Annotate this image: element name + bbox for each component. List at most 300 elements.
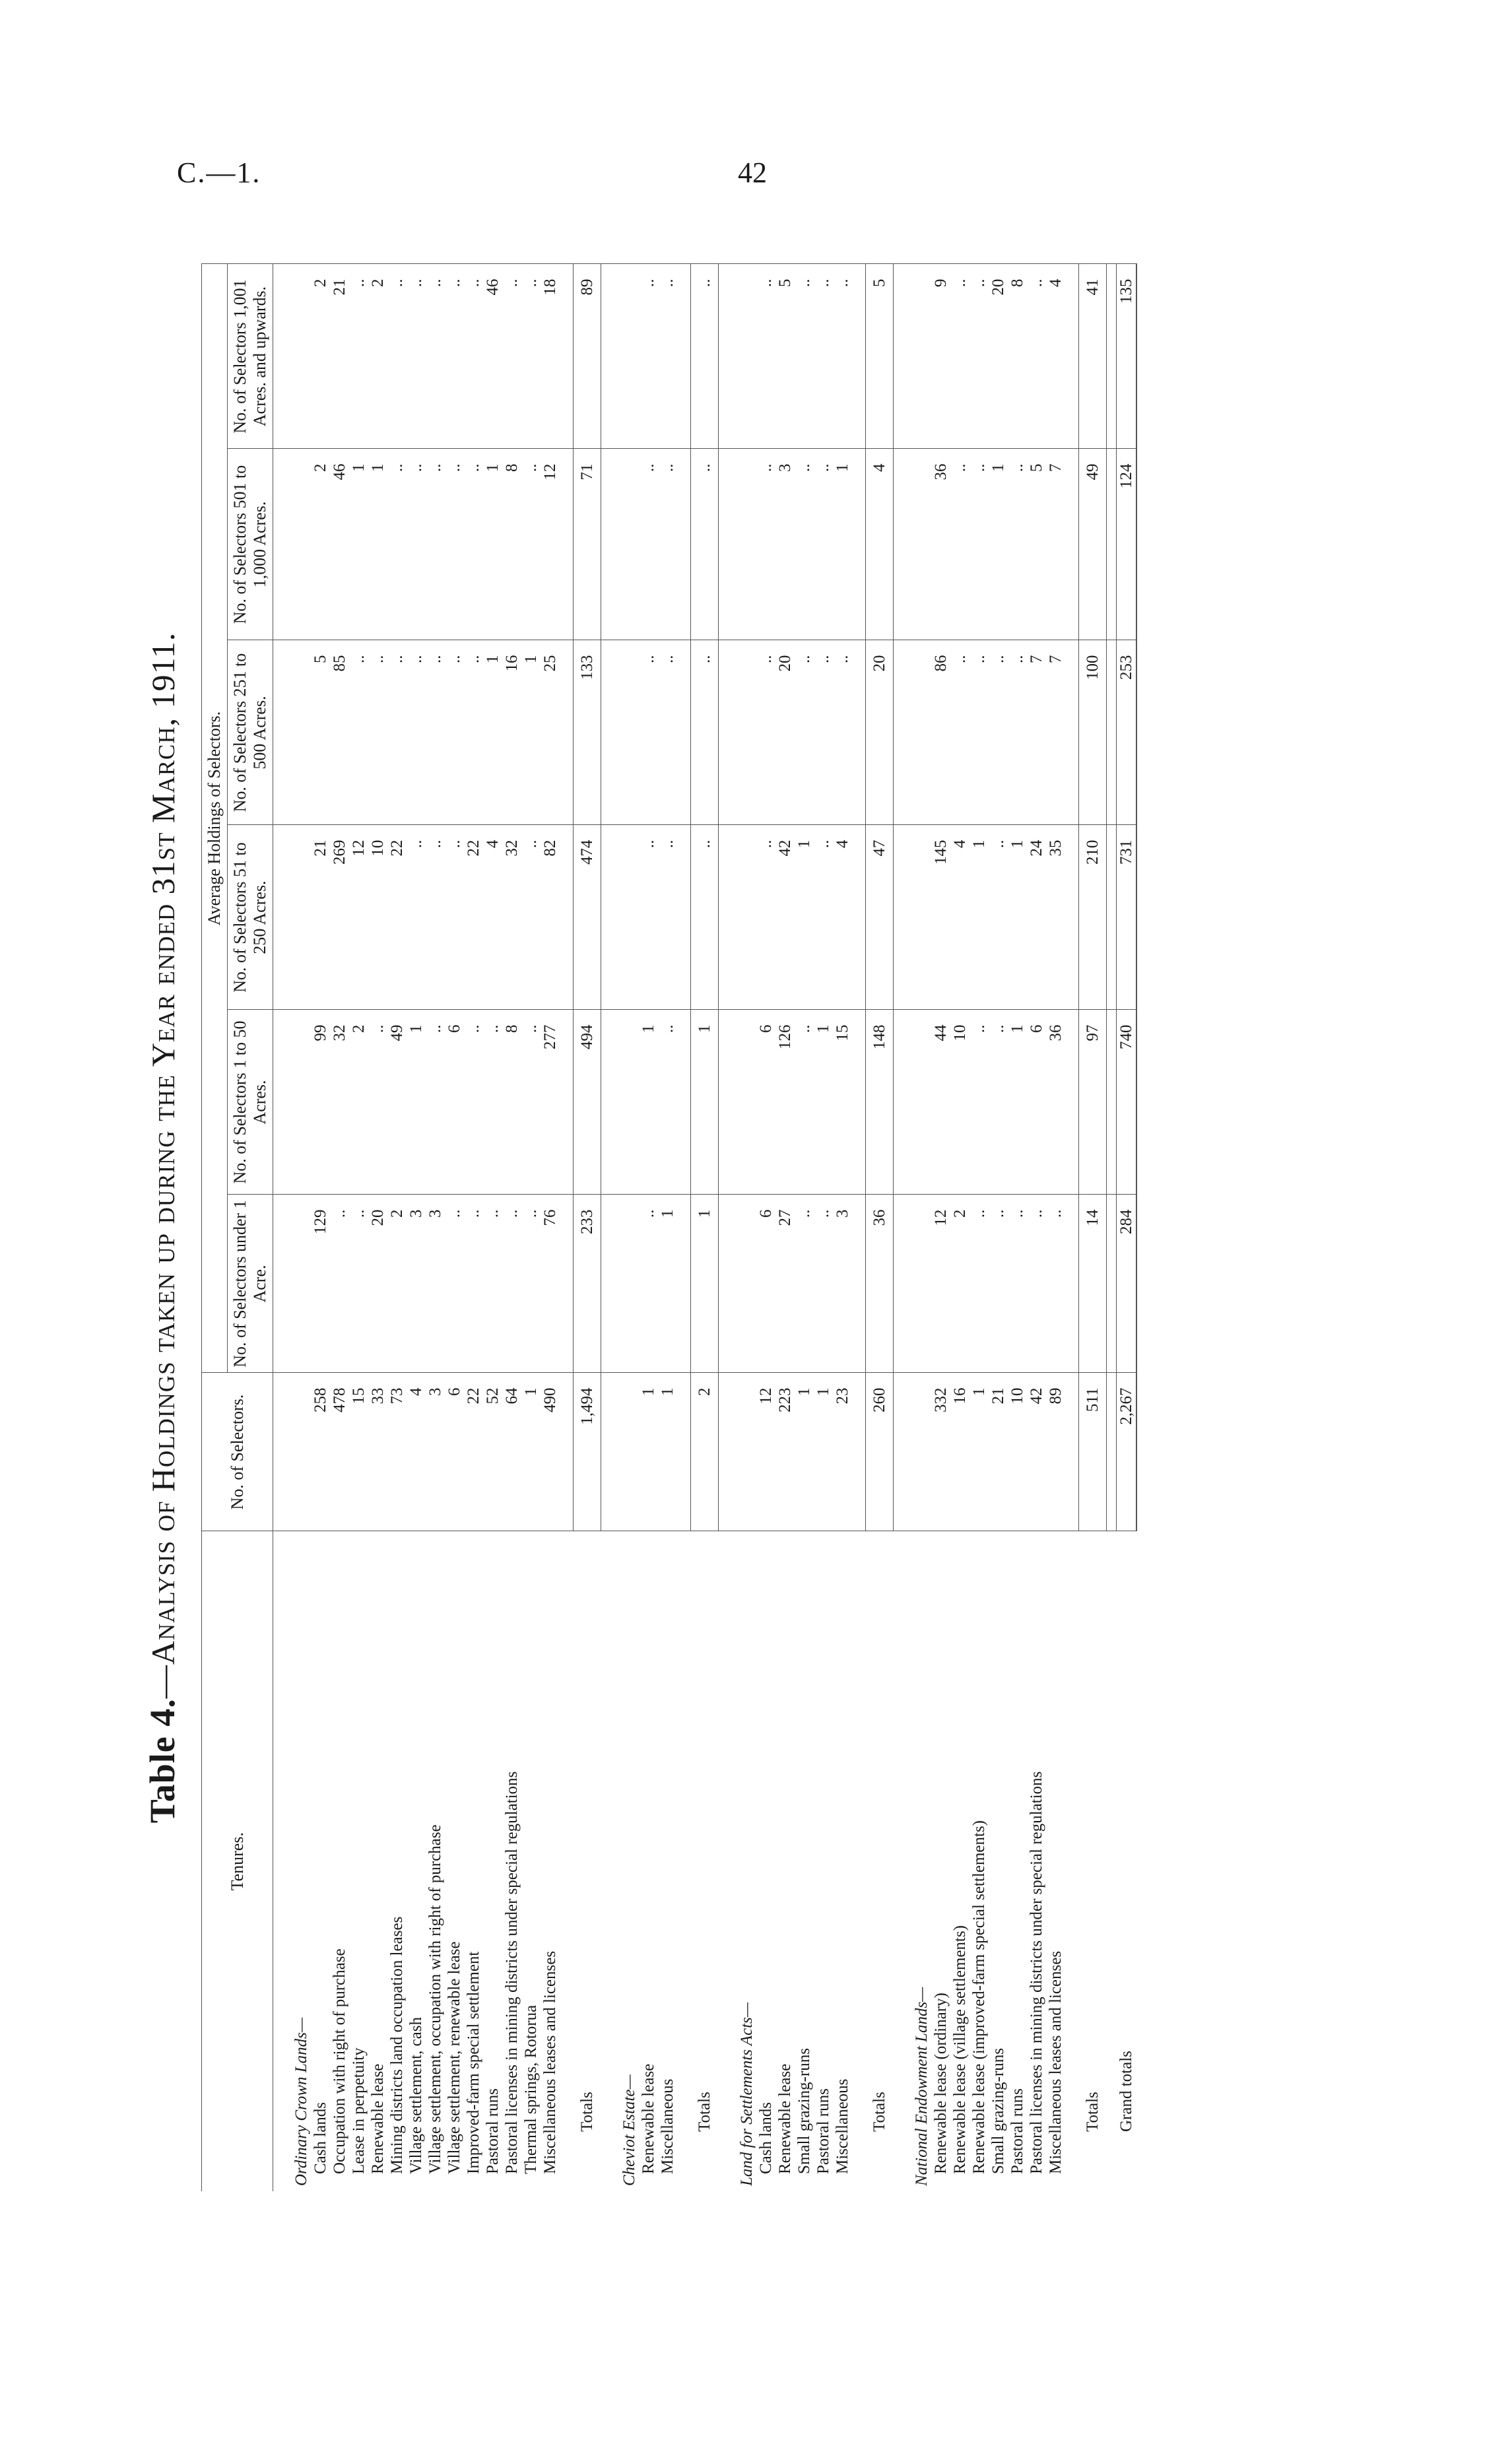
value-cell: .. (950, 640, 970, 825)
spacer-cell (719, 1373, 729, 1531)
value-cell (282, 825, 311, 1010)
value-cell: 6 (756, 1010, 775, 1195)
value-cell (728, 449, 756, 640)
table-row (502, 264, 521, 2191)
spacer-cell (894, 1531, 904, 2191)
value-cell: 2 (387, 1195, 407, 1373)
value-cell (903, 1373, 931, 1531)
tenure-cell: Miscellaneous leases and licenses (1046, 1531, 1065, 2191)
value-cell: .. (639, 264, 658, 449)
spacer-cell (1065, 825, 1079, 1010)
value-cell: 10 (368, 825, 387, 1010)
value-cell: .. (1046, 1195, 1065, 1373)
value-cell: 478 (330, 1373, 349, 1531)
value-cell: .. (970, 264, 989, 449)
spacer-cell (852, 640, 866, 825)
value-cell: .. (1008, 640, 1027, 825)
spacer-cell (852, 1531, 866, 2191)
spacer-cell (677, 1373, 691, 1531)
value-cell: .. (407, 640, 426, 825)
tenure-cell: Totals (574, 1531, 601, 2191)
value-cell: 15 (833, 1010, 852, 1195)
spacer-cell (719, 1195, 729, 1373)
tenure-cell: Renewable lease (775, 1531, 795, 2191)
grand-totals-row (1117, 264, 1137, 2191)
value-cell: .. (795, 1195, 814, 1373)
value-cell: 16 (950, 1373, 970, 1531)
value-cell: .. (795, 640, 814, 825)
spacer-cell (677, 449, 691, 640)
value-cell: .. (833, 264, 852, 449)
table-row (426, 264, 445, 2191)
value-cell (610, 825, 639, 1010)
value-cell: 20 (866, 640, 894, 825)
spacer-cell (1107, 1195, 1117, 1373)
value-cell: 16 (502, 640, 521, 825)
section-heading: Land for Settlements Acts— (728, 1531, 756, 2191)
spacer-cell (894, 264, 904, 449)
value-cell: 148 (866, 1010, 894, 1195)
value-cell: 4 (407, 1373, 426, 1531)
spacer-cell (1065, 1195, 1079, 1373)
value-cell: 1 (691, 1195, 719, 1373)
value-cell: 24 (1027, 825, 1046, 1010)
value-cell: 89 (1046, 1373, 1065, 1531)
value-cell: .. (989, 1195, 1008, 1373)
section-heading-row (728, 264, 756, 2191)
spacer-cell (894, 825, 904, 1010)
col-header-251-500: No. of Selectors 251 to 500 Acres. (228, 640, 273, 825)
value-cell (728, 825, 756, 1010)
value-cell: .. (387, 264, 407, 449)
value-cell: .. (658, 449, 677, 640)
value-cell: 2 (691, 1373, 719, 1531)
value-cell: 7 (1046, 640, 1065, 825)
value-cell: 52 (483, 1373, 502, 1531)
value-cell: 1 (833, 449, 852, 640)
table-row (1027, 264, 1046, 2191)
value-cell: .. (445, 449, 464, 640)
value-cell: .. (658, 825, 677, 1010)
value-cell (903, 264, 931, 449)
value-cell: .. (349, 1195, 368, 1373)
tenure-cell: Village settlement, cash (407, 1531, 426, 2191)
table-row (950, 264, 970, 2191)
value-cell: 20 (368, 1195, 387, 1373)
value-cell: .. (639, 1195, 658, 1373)
value-cell: .. (426, 449, 445, 640)
holdings-table (201, 263, 1137, 2191)
table-body (273, 264, 1137, 2191)
spacer-cell (560, 640, 574, 825)
value-cell: 100 (1079, 640, 1107, 825)
value-cell (282, 640, 311, 825)
spacer-row (719, 264, 729, 2191)
value-cell: 6 (445, 1373, 464, 1531)
value-cell: 22 (464, 1373, 483, 1531)
value-cell: .. (950, 264, 970, 449)
tenure-cell: Renewable lease (639, 1531, 658, 2191)
value-cell: 1 (521, 1373, 541, 1531)
value-cell: .. (464, 640, 483, 825)
value-cell: 1 (407, 1010, 426, 1195)
value-cell: 9 (931, 264, 950, 449)
value-cell: 1 (795, 825, 814, 1010)
value-cell: 3 (833, 1195, 852, 1373)
value-cell: 1 (639, 1373, 658, 1531)
value-cell: .. (795, 1010, 814, 1195)
value-cell: 1 (970, 1373, 989, 1531)
value-cell: .. (426, 825, 445, 1010)
value-cell: 47 (866, 825, 894, 1010)
value-cell: 3 (407, 1195, 426, 1373)
value-cell: .. (658, 264, 677, 449)
value-cell: .. (989, 825, 1008, 1010)
value-cell: .. (407, 825, 426, 1010)
value-cell (610, 1373, 639, 1531)
value-cell: .. (521, 449, 541, 640)
value-cell: 97 (1079, 1010, 1107, 1195)
table-row (407, 264, 426, 2191)
value-cell (610, 449, 639, 640)
value-cell: .. (814, 825, 833, 1010)
value-cell: 20 (989, 264, 1008, 449)
value-cell: 76 (541, 1195, 560, 1373)
tenure-cell: Miscellaneous (658, 1531, 677, 2191)
tenure-cell: Lease in perpetuity (349, 1531, 368, 2191)
value-cell: 1 (639, 1010, 658, 1195)
value-cell: .. (970, 449, 989, 640)
value-cell: .. (950, 449, 970, 640)
value-cell (610, 1010, 639, 1195)
value-cell: 64 (502, 1373, 521, 1531)
value-cell: .. (368, 1010, 387, 1195)
value-cell: .. (756, 640, 775, 825)
value-cell: 1 (970, 825, 989, 1010)
value-cell: .. (521, 264, 541, 449)
value-cell: 73 (387, 1373, 407, 1531)
value-cell: 7 (1046, 449, 1065, 640)
section-heading: National Endowment Lands— (903, 1531, 931, 2191)
value-cell: .. (814, 449, 833, 640)
value-cell: 46 (483, 264, 502, 449)
table-row (814, 264, 833, 2191)
value-cell: 5 (775, 264, 795, 449)
tenure-cell: Mining districts land occupation leases (387, 1531, 407, 2191)
value-cell (903, 825, 931, 1010)
value-cell: .. (814, 264, 833, 449)
value-cell: .. (349, 640, 368, 825)
value-cell: 2 (349, 1010, 368, 1195)
value-cell: 27 (775, 1195, 795, 1373)
value-cell: 10 (950, 1010, 970, 1195)
table-row (931, 264, 950, 2191)
value-cell: 277 (541, 1010, 560, 1195)
value-cell: 5 (866, 264, 894, 449)
table-row (756, 264, 775, 2191)
spacer-cell (894, 1373, 904, 1531)
tenure-cell: Village settlement, occupation with right of purchase (426, 1531, 445, 2191)
value-cell: .. (521, 1195, 541, 1373)
totals-row (866, 264, 894, 2191)
spacer-cell (852, 1195, 866, 1373)
table-row (521, 264, 541, 2191)
value-cell: 210 (1079, 825, 1107, 1010)
tenure-cell: Pastoral licenses in mining districts under special regulations (1027, 1531, 1046, 2191)
tenure-cell: Cash lands (311, 1531, 330, 2191)
spacer-cell (273, 640, 283, 825)
spacer-cell (1107, 264, 1117, 449)
spacer-cell (677, 1531, 691, 2191)
value-cell (282, 264, 311, 449)
value-cell: 1 (483, 640, 502, 825)
value-cell: 7 (1027, 640, 1046, 825)
value-cell: 2 (368, 264, 387, 449)
value-cell: 3 (426, 1373, 445, 1531)
value-cell: .. (387, 449, 407, 640)
value-cell: 1 (521, 640, 541, 825)
table-row (1046, 264, 1065, 2191)
tenure-cell: Totals (691, 1531, 719, 2191)
tenure-cell: Occupation with right of purchase (330, 1531, 349, 2191)
value-cell (728, 1195, 756, 1373)
totals-row (691, 264, 719, 2191)
value-cell: .. (1027, 1195, 1046, 1373)
spacer-cell (719, 1010, 729, 1195)
value-cell: 2 (311, 264, 330, 449)
value-cell: 42 (1027, 1373, 1046, 1531)
value-cell: 494 (574, 1010, 601, 1195)
tenure-cell: Improved-farm special settlement (464, 1531, 483, 2191)
value-cell: .. (426, 1010, 445, 1195)
spacer-cell (1107, 1531, 1117, 2191)
table-row (1008, 264, 1027, 2191)
value-cell: 21 (311, 825, 330, 1010)
value-cell: 5 (1027, 449, 1046, 640)
value-cell: 36 (931, 449, 950, 640)
spacer-cell (1107, 1373, 1117, 1531)
spacer-cell (852, 1010, 866, 1195)
spacer-cell (677, 640, 691, 825)
spacer-cell (852, 825, 866, 1010)
value-cell: 82 (541, 825, 560, 1010)
value-cell: .. (989, 640, 1008, 825)
value-cell: .. (464, 1195, 483, 1373)
value-cell: 15 (349, 1373, 368, 1531)
value-cell: 85 (330, 640, 349, 825)
spacer-cell (1065, 1373, 1079, 1531)
value-cell: .. (445, 640, 464, 825)
value-cell: 284 (1117, 1195, 1137, 1373)
value-cell: .. (1027, 264, 1046, 449)
spacer-cell (1107, 449, 1117, 640)
spacer-cell (560, 264, 574, 449)
spacer-cell (560, 1195, 574, 1373)
value-cell: .. (658, 640, 677, 825)
spacer-row (560, 264, 574, 2191)
col-header-51-250: No. of Selectors 51 to 250 Acres. (228, 825, 273, 1010)
value-cell: .. (407, 264, 426, 449)
value-cell: 129 (311, 1195, 330, 1373)
value-cell: 511 (1079, 1373, 1107, 1531)
table-row (311, 264, 330, 2191)
value-cell: 731 (1117, 825, 1137, 1010)
value-cell: .. (407, 449, 426, 640)
value-cell (728, 264, 756, 449)
value-cell: .. (330, 1195, 349, 1373)
table-row (970, 264, 989, 2191)
spacer-cell (273, 1531, 283, 2191)
value-cell: 86 (931, 640, 950, 825)
value-cell: 21 (330, 264, 349, 449)
table-row (989, 264, 1008, 2191)
value-cell: 14 (1079, 1195, 1107, 1373)
section-heading-row (282, 264, 311, 2191)
tenure-cell: Thermal springs, Rotorua (521, 1531, 541, 2191)
value-cell: .. (349, 264, 368, 449)
value-cell (282, 1373, 311, 1531)
spacer-row (1107, 264, 1117, 2191)
section-heading: Ordinary Crown Lands— (282, 1531, 311, 2191)
value-cell: 8 (502, 449, 521, 640)
spacer-cell (1065, 1010, 1079, 1195)
value-cell: 1 (658, 1195, 677, 1373)
value-cell: 12 (756, 1373, 775, 1531)
value-cell: 36 (866, 1195, 894, 1373)
spacer-cell (560, 825, 574, 1010)
value-cell: .. (691, 825, 719, 1010)
rotated-table-block (142, 264, 1277, 2191)
value-cell: 12 (931, 1195, 950, 1373)
tenure-cell: Grand totals (1117, 1531, 1137, 2191)
value-cell: 44 (931, 1010, 950, 1195)
spacer-cell (601, 825, 611, 1010)
value-cell: .. (502, 1195, 521, 1373)
value-cell: .. (483, 1195, 502, 1373)
value-cell: .. (368, 640, 387, 825)
value-cell: .. (756, 264, 775, 449)
value-cell: .. (970, 640, 989, 825)
value-cell: 36 (1046, 1010, 1065, 1195)
spacer-row (601, 264, 611, 2191)
value-cell: 332 (931, 1373, 950, 1531)
value-cell: .. (521, 825, 541, 1010)
spacer-cell (719, 825, 729, 1010)
value-cell: 2 (311, 449, 330, 640)
value-cell: 269 (330, 825, 349, 1010)
table-row (483, 264, 502, 2191)
spacer-cell (273, 1373, 283, 1531)
spacer-cell (677, 1195, 691, 1373)
table-row (387, 264, 407, 2191)
spacer-cell (719, 449, 729, 640)
value-cell (282, 449, 311, 640)
tenure-cell: Small grazing-runs (795, 1531, 814, 2191)
value-cell: 4 (866, 449, 894, 640)
tenure-cell: Village settlement, renewable lease (445, 1531, 464, 2191)
value-cell: .. (426, 640, 445, 825)
spacer-cell (601, 1010, 611, 1195)
value-cell (610, 264, 639, 449)
tenure-cell: Renewable lease (village settlements) (950, 1531, 970, 2191)
value-cell (903, 640, 931, 825)
value-cell: 126 (775, 1010, 795, 1195)
value-cell: 6 (1027, 1010, 1046, 1195)
table-row (541, 264, 560, 2191)
col-header-1-50: No. of Selectors 1 to 50 Acres. (228, 1010, 273, 1195)
col-header-1001-up: No. of Selectors 1,001 Acres. and upwards. (228, 264, 273, 449)
value-cell: 6 (756, 1195, 775, 1373)
value-cell: .. (795, 264, 814, 449)
spacer-cell (894, 1010, 904, 1195)
value-cell: .. (639, 640, 658, 825)
group-header: Average Holdings of Selectors. (202, 264, 228, 1373)
spacer-cell (273, 449, 283, 640)
value-cell: 99 (311, 1010, 330, 1195)
spacer-cell (601, 1531, 611, 2191)
spacer-cell (273, 1195, 283, 1373)
value-cell: 12 (541, 449, 560, 640)
value-cell: 49 (1079, 449, 1107, 640)
spacer-cell (273, 825, 283, 1010)
value-cell: .. (691, 449, 719, 640)
value-cell (282, 1195, 311, 1373)
table-row (833, 264, 852, 2191)
tenure-cell: Miscellaneous (833, 1531, 852, 2191)
value-cell: 12 (349, 825, 368, 1010)
table-row (639, 264, 658, 2191)
value-cell: 1 (1008, 825, 1027, 1010)
tenure-cell: Totals (1079, 1531, 1107, 2191)
page-number: 42 (738, 156, 767, 189)
value-cell: 1,494 (574, 1373, 601, 1531)
value-cell: .. (387, 640, 407, 825)
value-cell: .. (833, 640, 852, 825)
tenure-cell: Renewable lease (368, 1531, 387, 2191)
value-cell: 1 (658, 1373, 677, 1531)
spacer-cell (719, 264, 729, 449)
value-cell (728, 640, 756, 825)
tenure-cell: Pastoral runs (814, 1531, 833, 2191)
section-heading-row (903, 264, 931, 2191)
value-cell: 22 (464, 825, 483, 1010)
spacer-cell (601, 449, 611, 640)
value-cell: 1 (814, 1010, 833, 1195)
value-cell: .. (521, 1010, 541, 1195)
tenure-cell: Renewable lease (improved-farm special settlements) (970, 1531, 989, 2191)
spacer-row (894, 264, 904, 2191)
spacer-cell (1107, 640, 1117, 825)
tenure-cell: Small grazing-runs (989, 1531, 1008, 2191)
value-cell: .. (464, 449, 483, 640)
spacer-cell (852, 1373, 866, 1531)
spacer-row (677, 264, 691, 2191)
value-cell: 5 (311, 640, 330, 825)
value-cell: .. (639, 825, 658, 1010)
value-cell (728, 1010, 756, 1195)
value-cell: 20 (775, 640, 795, 825)
spacer-cell (601, 640, 611, 825)
spacer-cell (852, 449, 866, 640)
table-row (464, 264, 483, 2191)
table-title (142, 264, 183, 2191)
col-header-selectors: No. of Selectors. (202, 1373, 273, 1531)
value-cell: 233 (574, 1195, 601, 1373)
value-cell: .. (445, 825, 464, 1010)
value-cell: .. (502, 264, 521, 449)
col-header-under-1: No. of Selectors under 1 Acre. (228, 1195, 273, 1373)
table-label: Table 4. (143, 1698, 182, 1824)
